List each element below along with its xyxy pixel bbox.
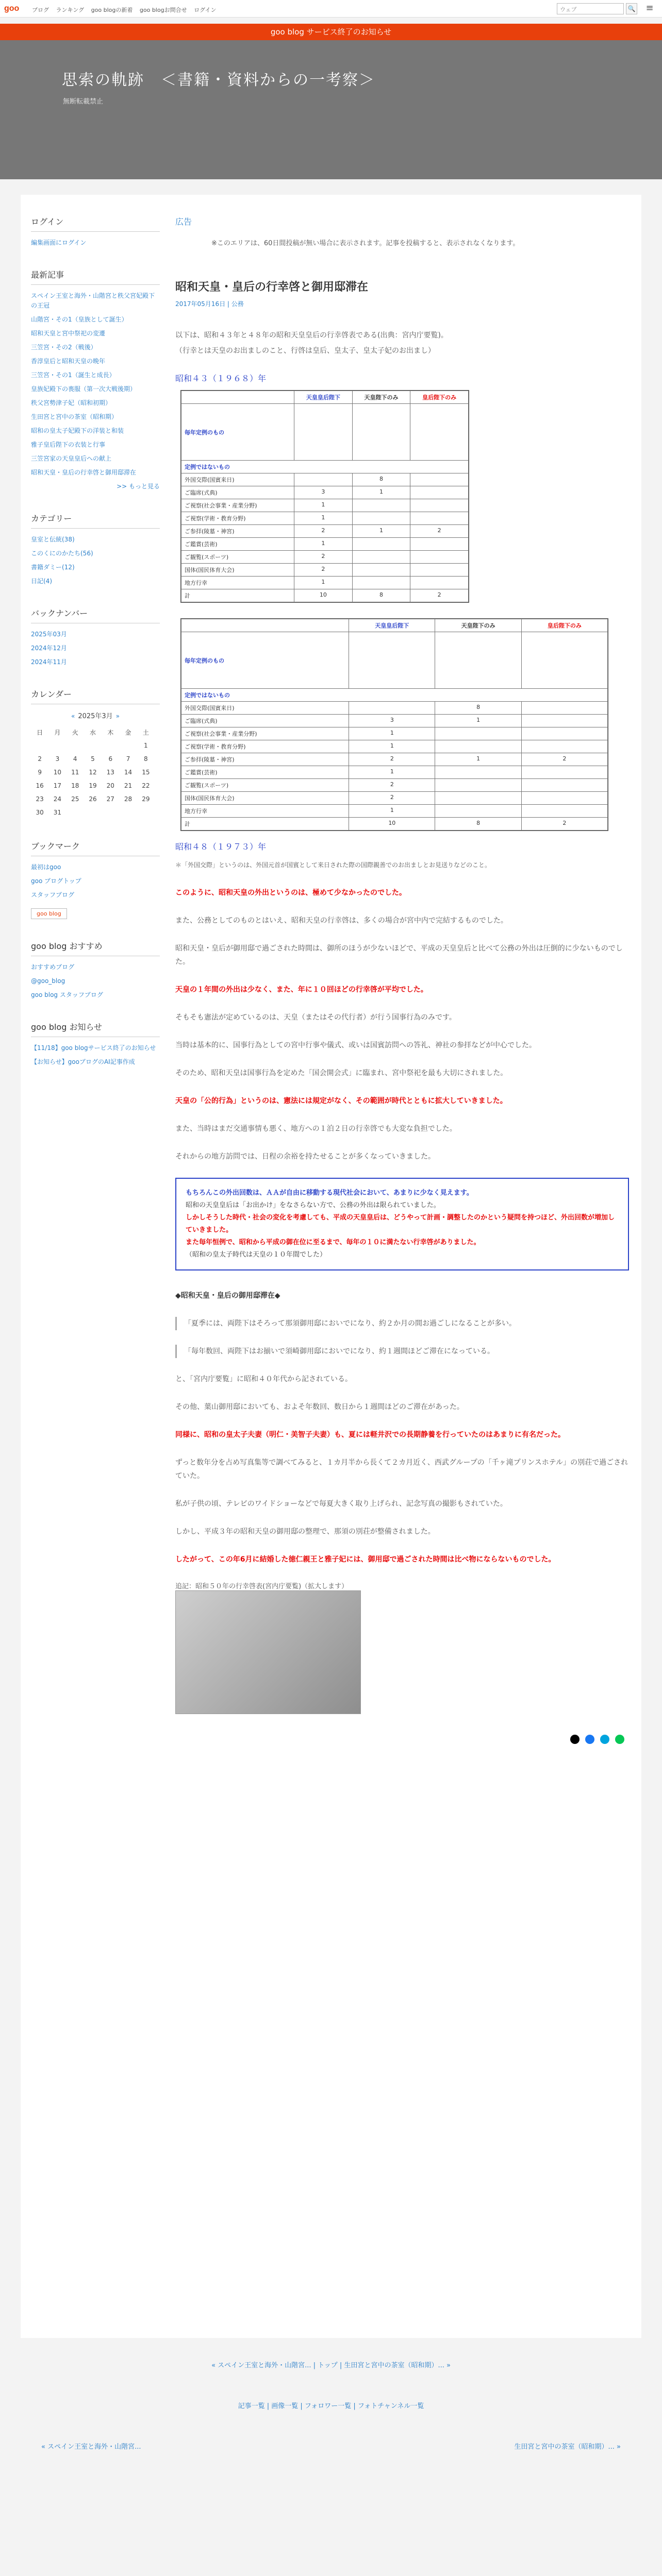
bookmark-heading: ブックマーク: [31, 840, 160, 856]
calendar-day[interactable]: 8: [144, 755, 148, 762]
calendar-weekday: 金: [125, 728, 131, 736]
regular-cell: [352, 404, 410, 461]
table-cell: [352, 512, 410, 525]
table-cell: [352, 499, 410, 512]
category-item[interactable]: 日記(4): [31, 578, 52, 585]
backnumber-heading: バックナンバー: [31, 607, 160, 623]
calendar-day[interactable]: 2: [38, 755, 42, 762]
calendar-day: [31, 739, 48, 752]
calendar-day[interactable]: 5: [91, 755, 95, 762]
table-cell: 1: [294, 538, 353, 551]
regular-category: 毎年定例のもの: [181, 404, 294, 461]
regular-cell: [410, 404, 469, 461]
backnumber-item[interactable]: 2025年03月: [31, 631, 67, 638]
categories: [31, 512, 160, 586]
table-cell: 1: [349, 766, 435, 779]
table-cell: [352, 564, 410, 577]
prev-article-link[interactable]: « スペイン王室と海外・山階宮...: [41, 2443, 141, 2451]
photo-caption: 追記：昭和５０年の行幸啓表(宮内庁要覧)（拡大します）: [175, 1583, 349, 1590]
calendar-day[interactable]: 4: [73, 755, 77, 762]
bookmark-item[interactable]: 最初はgoo: [31, 863, 61, 871]
table-cell: 3: [349, 715, 435, 727]
table-cell: [410, 512, 469, 525]
table-header: 皇后陛下のみ: [521, 619, 607, 632]
calendar-weekday: 水: [89, 728, 96, 736]
x-share-icon[interactable]: [570, 1735, 580, 1744]
calendar-day[interactable]: 21: [124, 782, 133, 789]
table-cell: ご臨席(式典): [181, 715, 349, 727]
table-cell: 2: [349, 753, 435, 766]
table-cell: [521, 805, 607, 818]
box-blue-1: もちろんこの外出回数は、ＡＡが自由に移動する現代社会において、あまりに少なく見えます。: [186, 1189, 473, 1197]
table-cell: 1: [349, 805, 435, 818]
table-cell: [410, 473, 469, 486]
para-3: そもそも憲法が定めているのは、天皇（またはその代行者）が行う国事行為のみです。: [175, 1013, 456, 1022]
blog-subtitle: 無断転載禁止: [63, 98, 104, 106]
table-cell: [435, 727, 521, 740]
table-cell: 計: [181, 818, 349, 831]
calendar-weekday: 土: [142, 728, 149, 736]
category-item[interactable]: 皇室と伝統(38): [31, 536, 75, 543]
table-cell: [435, 766, 521, 779]
menu-icon[interactable]: ≡: [646, 3, 654, 13]
calendar-day[interactable]: 20: [106, 782, 114, 789]
calendar-day[interactable]: 15: [142, 769, 150, 776]
top-link-blog[interactable]: ブログ: [32, 7, 49, 13]
table-cell: 国体(国民体育大会): [181, 564, 294, 577]
recommend-item[interactable]: おすすめブログ: [31, 963, 75, 971]
goo-logo[interactable]: goo: [4, 4, 20, 13]
calendar-heading: カレンダー: [31, 688, 160, 704]
calendar-day: [102, 739, 119, 752]
calendar-day[interactable]: 18: [71, 782, 79, 789]
table-cell: [435, 779, 521, 792]
regular-cell: [294, 404, 353, 461]
para-red-2: 天皇の１年間の外出は少なく、また、年に１０回ほどの行幸啓が平均でした。: [175, 986, 428, 994]
share-buttons: [567, 1735, 629, 1744]
calendar-weekday: 月: [54, 728, 61, 736]
calendar-weekday: 火: [72, 728, 78, 736]
recent-item[interactable]: 秩父宮勢津子妃（昭和初期）: [31, 399, 112, 406]
content-wrapper: [21, 195, 641, 2338]
table-cell: 2: [410, 589, 469, 602]
recommend-heading: goo blog おすすめ: [31, 940, 160, 956]
notice-item[interactable]: 【11/18】goo blogサービス終了のお知らせ: [31, 1044, 156, 1052]
table-cell: 1: [349, 740, 435, 753]
section-1973: 昭和４８（１９７３）年: [175, 842, 267, 852]
calendar-day: [48, 739, 66, 752]
backnumber-item[interactable]: 2024年12月: [31, 645, 67, 652]
table-header: 天皇皇后陛下: [349, 619, 435, 632]
table-cell: 外国交際(国賓来日): [181, 702, 349, 715]
calendar-day[interactable]: 30: [36, 809, 44, 816]
calendar-day[interactable]: 17: [53, 782, 62, 789]
table-cell: 3: [294, 486, 353, 499]
table-cell: [521, 727, 607, 740]
calendar-day: [119, 806, 137, 819]
schedule-table-1973: [180, 618, 608, 831]
table-cell: ご観覧(スポーツ): [181, 779, 349, 792]
category-heading: カテゴリー: [31, 512, 160, 529]
calendar-day[interactable]: 14: [124, 769, 133, 776]
notice-heading: goo blog お知らせ: [31, 1021, 160, 1037]
table-header: 天皇陛下のみ: [352, 391, 410, 404]
para-7: それからの地方訪問では、日程の余裕を持たせることが多くなっていきました。: [175, 1153, 435, 1161]
recent-item[interactable]: 昭和天皇・皇后の行幸啓と御用邸滞在: [31, 469, 137, 476]
table-cell: [521, 766, 607, 779]
para-10: ずっと数年分を占め写真集等で調べてみると、１カ月半から長くて２カ月近く、西武グループの「千ヶ滝プリンスホテル」の別荘で過ごされていた。: [175, 1459, 628, 1480]
footer-nav: [21, 2360, 641, 2463]
edit-login-link[interactable]: 編集画面にログイン: [31, 239, 87, 246]
para-11: 私が子供の頃、テレビのワイドショーなどで毎夏大きく取り上げられ、記念写真の撮影もされていた。: [175, 1500, 507, 1508]
calendar-day[interactable]: 6: [108, 755, 113, 762]
table-cell: [435, 805, 521, 818]
para-1: また、公務としてのものとはいえ、昭和天皇の行幸啓は、多くの場合が宮中内で完結するものでした。: [175, 917, 508, 925]
table-cell: 国体(国民体育大会): [181, 792, 349, 805]
goo-notices: [31, 1021, 160, 1067]
intro-1: 以下は、昭和４３年と４８年の昭和天皇皇后の行幸啓表である(出典：宮内庁要覧)。: [175, 331, 448, 340]
table-cell: 10: [349, 818, 435, 831]
calendar-day[interactable]: 7: [126, 755, 130, 762]
blog-title[interactable]: 思索の軌跡 ＜書籍・資料からの一考察＞: [62, 71, 375, 89]
top-link-contact[interactable]: goo blogお問合せ: [139, 7, 187, 13]
table-cell: [410, 564, 469, 577]
table-cell: [410, 499, 469, 512]
table-cell: 2: [521, 818, 607, 831]
regular-category: 毎年定例のもの: [181, 632, 349, 689]
top-links: [32, 6, 222, 14]
service-notice-banner[interactable]: goo blog サービス終了のお知らせ: [0, 24, 662, 40]
calendar-day: [102, 806, 119, 819]
table-cell: 2: [349, 792, 435, 805]
table-cell: [352, 551, 410, 564]
box-text-2: （昭和の皇太子時代は天皇の１０年間でした）: [186, 1251, 327, 1259]
table-cell: [521, 702, 607, 715]
table-cell: ご参拝(陵墓・神宮): [181, 753, 349, 766]
table-cell: [294, 473, 353, 486]
notice-item[interactable]: 【お知らせ】gooブログのAI記事作成: [31, 1058, 135, 1065]
table-cell: ご視察(学術・教育分野): [181, 512, 294, 525]
table-cell: ご視察(学術・教育分野): [181, 740, 349, 753]
regular-cell: [521, 632, 607, 689]
table-cell: [352, 538, 410, 551]
table-cell: [521, 779, 607, 792]
calendar-day[interactable]: 10: [53, 769, 62, 776]
recommend-item[interactable]: @goo_blog: [31, 977, 65, 985]
para-8: と、「宮内庁要覧」に昭和４０年代から記されている。: [175, 1375, 352, 1383]
table-cell: [352, 577, 410, 589]
regular-cell: [435, 632, 521, 689]
box-red-1: しかしそうした時代・社会の変化を考慮しても、平成の天皇皇后は、どうやって計画・調整したのかという疑問を持つほど、外出回数が増加していきました。: [186, 1214, 615, 1234]
table-cell: [435, 740, 521, 753]
top-bar: [0, 0, 662, 18]
calendar-day[interactable]: 3: [55, 755, 60, 762]
facebook-share-icon[interactable]: [585, 1735, 594, 1744]
table-cell: 1: [435, 753, 521, 766]
table-cell: 計: [181, 589, 294, 602]
table-cell: 1: [349, 727, 435, 740]
calendar-next[interactable]: »: [115, 713, 120, 720]
calendar-day[interactable]: 24: [53, 795, 62, 803]
calendar-day[interactable]: 25: [71, 795, 79, 803]
recent-item[interactable]: 雅子皇后陛下の衣装と行事: [31, 441, 106, 448]
para-5: そのため、昭和天皇は国事行為を定めた「国会開会式」に臨まれ、宮中祭祀を最も大切にされました。: [175, 1069, 508, 1077]
bookmark-item[interactable]: スタッフブログ: [31, 891, 75, 899]
table-cell: [349, 702, 435, 715]
table-cell: 1: [294, 499, 353, 512]
calendar-day[interactable]: 26: [89, 795, 97, 803]
goo-blog-badge[interactable]: goo blog: [31, 908, 67, 919]
table-cell: ご臨席(式典): [181, 486, 294, 499]
table-note: ＊「外国交際」というのは、外国元首が国賓として来日された際の国際親善でのお出ましとお見送りなどのこと。: [175, 861, 491, 869]
backnumber-item[interactable]: 2024年11月: [31, 658, 67, 666]
table-cell: ご鑑賞(芸術): [181, 538, 294, 551]
table-cell: 8: [352, 473, 410, 486]
calendar-day: [119, 739, 137, 752]
inactive-note: ※このエリアは、60日間投稿が無い場合に表示されます。記事を投稿すると、表示されなくなります。: [211, 240, 520, 247]
calendar-day[interactable]: 12: [89, 769, 97, 776]
recommend-item[interactable]: goo blog スタッフブログ: [31, 991, 103, 998]
hatena-share-icon[interactable]: [600, 1735, 609, 1744]
calendar-day[interactable]: 27: [106, 795, 114, 803]
calendar-day[interactable]: 19: [89, 782, 97, 789]
irregular-category: 定例ではないもの: [181, 461, 469, 473]
table-cell: 2: [521, 753, 607, 766]
calendar-day: [84, 806, 102, 819]
highlight-box: [175, 1178, 629, 1270]
calendar-weekday: 日: [37, 728, 43, 736]
blog-header: [0, 40, 662, 179]
calendar-day[interactable]: 13: [106, 769, 114, 776]
calendar-day: [67, 739, 84, 752]
table-cell: [410, 577, 469, 589]
category-item[interactable]: このくにのかたち(56): [31, 550, 93, 557]
calendar-day[interactable]: 22: [142, 782, 150, 789]
recent-item[interactable]: 三笠宮家の天皇皇后への献上: [31, 455, 112, 462]
table-cell: 地方行幸: [181, 805, 349, 818]
top-link-login[interactable]: ログイン: [194, 7, 217, 13]
calendar-day: [84, 739, 102, 752]
recent-more-link[interactable]: >> もっと見る: [117, 483, 160, 490]
recent-item[interactable]: スペイン王室と海外・山階宮と秩父宮妃殿下の王冠: [31, 292, 155, 309]
article-title[interactable]: 昭和天皇・皇后の行幸啓と御用邸滞在: [175, 281, 369, 294]
quote-2: 「毎年数回、両陛下はお揃いで須崎御用邸においでになり、約１週間ほどご滞在になっている。: [175, 1345, 629, 1358]
table-cell: 2: [294, 564, 353, 577]
main-article: [175, 215, 629, 1735]
calendar-day[interactable]: 9: [38, 769, 42, 776]
para-red-3: 天皇の「公的行為」というのは、憲法には規定がなく、その範囲が時代とともに拡大していきました。: [175, 1097, 507, 1105]
para-red-1: このように、昭和天皇の外出というのは、極めて少なかったのでした。: [175, 889, 406, 897]
calendar-day[interactable]: 1: [144, 742, 148, 749]
table-corner: [181, 391, 294, 404]
table-cell: 8: [435, 702, 521, 715]
recent-item[interactable]: 三笠宮・その2（戦後）: [31, 344, 97, 351]
quote-1: 「夏季には、両陛下はそろって那須御用邸においでになり、約２か月の間お過ごしになることが多い。: [175, 1317, 629, 1330]
table-cell: 外国交際(国賓来日): [181, 473, 294, 486]
bottom-prev-next: [21, 2441, 641, 2451]
box-red-2: また毎年恒例で、昭和から平成の御在位に至るまで、毎年の１０に満たない行幸啓がありました。: [186, 1239, 481, 1246]
table-cell: 1: [435, 715, 521, 727]
calendar-title: 2025年3月: [78, 713, 113, 720]
category-item[interactable]: 書籍ダミー(12): [31, 564, 75, 571]
para-red-5: したがって、この年6月に結婚した徳仁親王と雅子妃には、御用邸で過ごされた時間は比べ物にならないものでした。: [175, 1555, 556, 1564]
calendar-grid: [31, 725, 155, 819]
section-1968: 昭和４３（１９６８）年: [175, 374, 267, 383]
sidebar: [31, 215, 160, 1088]
table-cell: ご視察(社会事業・産業分野): [181, 727, 349, 740]
recent-item[interactable]: 皇族妃殿下の喪服（第一次大戦後期）: [31, 385, 137, 393]
regular-cell: [349, 632, 435, 689]
recent-heading: 最新記事: [31, 268, 160, 285]
top-link-new[interactable]: goo blogの新着: [91, 7, 133, 13]
table-cell: ご鑑賞(芸術): [181, 766, 349, 779]
table-cell: 10: [294, 589, 353, 602]
calendar-weekday: 木: [107, 728, 114, 736]
login-heading: ログイン: [31, 215, 160, 232]
table-cell: 1: [352, 525, 410, 538]
calendar-day[interactable]: 16: [36, 782, 44, 789]
table-cell: [410, 538, 469, 551]
table-cell: 2: [349, 779, 435, 792]
top-link-ranking[interactable]: ランキング: [56, 7, 85, 13]
irregular-category: 定例ではないもの: [181, 689, 608, 702]
table-cell: ご視察(社会事業・産業分野): [181, 499, 294, 512]
calendar-day[interactable]: 23: [36, 795, 44, 803]
table-cell: 2: [294, 551, 353, 564]
prev-next-nav[interactable]: « スペイン王室と海外・山階宮... | トップ | 生田宮と宮中の茶室（昭和期）... »: [211, 2362, 451, 2369]
para-4: 当時は基本的に、国事行為としての宮中行事や儀式、或いは国賓訪問への答礼、神社の参拝などが中心でした。: [175, 1041, 536, 1049]
table-header: 天皇陛下のみ: [435, 619, 521, 632]
recent-item[interactable]: 昭和天皇と宮中祭祀の変遷: [31, 330, 106, 337]
search-input[interactable]: ウェブ: [557, 3, 624, 14]
table-cell: 2: [294, 525, 353, 538]
table-cell: [521, 792, 607, 805]
calendar-day[interactable]: 31: [53, 809, 62, 816]
intro-2: （行幸とは天皇のお出ましのこと、行啓は皇后、皇太子、皇太子妃のお出まし）: [175, 347, 435, 355]
table-cell: 1: [294, 577, 353, 589]
table-cell: 8: [352, 589, 410, 602]
schedule-table-1968: [180, 390, 469, 603]
table-cell: 1: [294, 512, 353, 525]
calendar-day[interactable]: 11: [71, 769, 79, 776]
para-9: その他、葉山御用邸においても、およそ年数回、数日から１週間ほどのご滞在があった。: [175, 1403, 464, 1411]
table-cell: 1: [352, 486, 410, 499]
para-2: 昭和天皇・皇后が御用邸で過ごされた時間は、御所のほうが少ないほどで、平成の天皇皇后と比べて公務の外出は圧倒的に少ないものでした。: [175, 944, 623, 966]
recent-item[interactable]: 山階宮・その1（皇族として誕生）: [31, 316, 128, 323]
table-header: 皇后陛下のみ: [410, 391, 469, 404]
recommend: [31, 940, 160, 1000]
bookmarks: [31, 840, 160, 919]
para-red-4: 同様に、昭和の皇太子夫妻（明仁・美智子夫妻）も、夏には軽井沢での長期静養を行っていたのはあまりに有名だった。: [175, 1431, 565, 1439]
recent-item[interactable]: 生田宮と宮中の茶室（昭和期）: [31, 413, 118, 420]
list-links[interactable]: 記事一覧 | 画像一覧 | フォロワー一覧 | フォトチャンネル一覧: [238, 2402, 424, 2410]
bookmark-item[interactable]: goo ブログトップ: [31, 877, 81, 885]
calendar-day: [137, 806, 155, 819]
table-cell: ご観覧(スポーツ): [181, 551, 294, 564]
box-text-1: 昭和の天皇皇后は「お出かけ」をなさらない方で、公務の外出は限られていました。: [186, 1201, 440, 1209]
sub-heading: ◆昭和天皇・皇后の御用邸滞在◆: [175, 1292, 280, 1300]
calendar: [31, 688, 160, 819]
calendar-day: [67, 806, 84, 819]
table-cell: 地方行幸: [181, 577, 294, 589]
calendar-day[interactable]: 28: [124, 795, 133, 803]
table-cell: [410, 551, 469, 564]
search-icon[interactable]: 🔍: [626, 3, 637, 14]
article-date[interactable]: 2017年05月16日 | 公務: [175, 300, 244, 308]
table-cell: [435, 792, 521, 805]
recent-item[interactable]: 香淳皇后と昭和天皇の晩年: [31, 358, 106, 365]
recent-item[interactable]: 昭和の皇太子妃殿下の洋装と和装: [31, 427, 124, 434]
back-numbers: [31, 607, 160, 667]
table-cell: ご参拝(陵墓・神宮): [181, 525, 294, 538]
table-header: 天皇皇后陛下: [294, 391, 353, 404]
ad-label: 広告: [175, 217, 192, 227]
table-cell: 2: [410, 525, 469, 538]
para-6: また、当時はまだ交通事情も悪く、地方への１泊２日の行幸啓でも大変な負担でした。: [175, 1125, 457, 1133]
table-cell: 8: [435, 818, 521, 831]
recent-articles: [31, 268, 160, 492]
calendar-day[interactable]: 29: [142, 795, 150, 803]
table-corner: [181, 619, 349, 632]
table-cell: [410, 486, 469, 499]
recent-item[interactable]: 三笠宮・その1（誕生と成長）: [31, 371, 115, 379]
next-article-link[interactable]: 生田宮と宮中の茶室（昭和期）... »: [514, 2443, 621, 2451]
table-cell: [521, 740, 607, 753]
calendar-prev[interactable]: «: [71, 713, 75, 720]
schedule-photo[interactable]: [175, 1590, 361, 1714]
table-cell: [521, 715, 607, 727]
line-share-icon[interactable]: [615, 1735, 624, 1744]
para-12: しかし、平成３年の昭和天皇の御用邸の整理で、那須の別荘が整備されました。: [175, 1528, 435, 1536]
